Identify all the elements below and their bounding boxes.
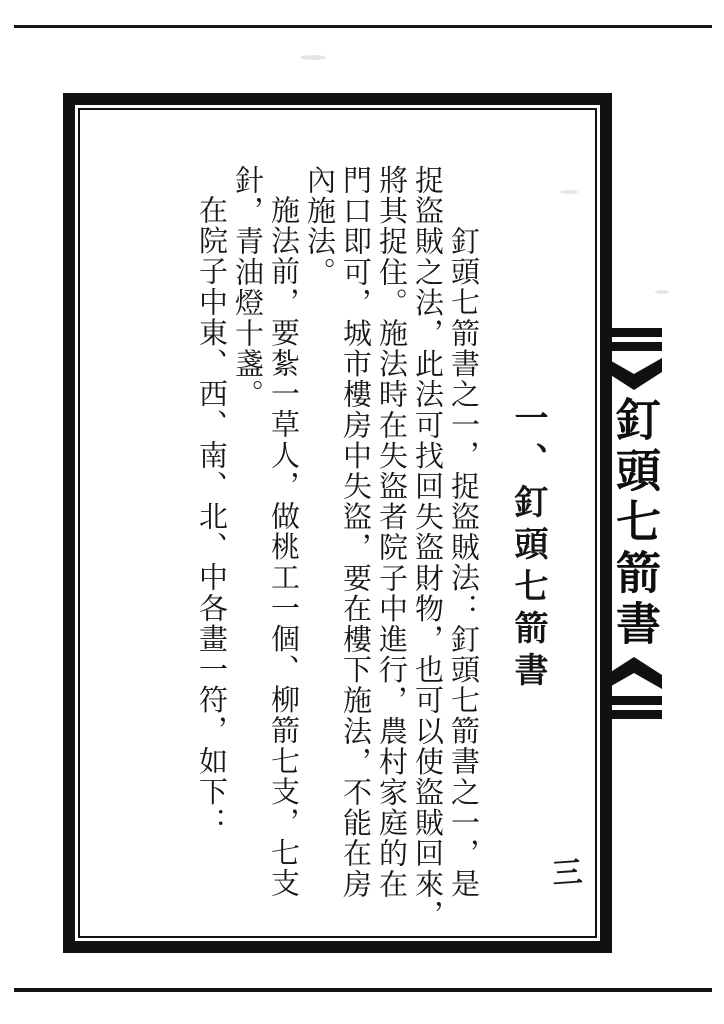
text-column: 將其捉住。施法時在失盜者院子中進行，農村家庭的在 xyxy=(375,165,407,900)
text-column: 捉盜賊之法，此法可找回失盜財物，也可以使盜賊回來， xyxy=(411,165,443,930)
text-column: 施法前，要紮一草人，做桃工一個、柳箭七支，七支 xyxy=(267,195,299,899)
scan-edge-line-bottom xyxy=(14,988,712,992)
scan-edge-line-top xyxy=(14,25,712,28)
text-column: 門口即可，城市樓房中失盜，要在樓下施法，不能在房 xyxy=(339,165,371,900)
double-angle-bracket-bottom-icon xyxy=(606,657,662,719)
text-column: 針，青油燈十盞。 xyxy=(231,165,263,410)
scan-noise xyxy=(655,290,669,294)
main-text-block xyxy=(193,165,545,930)
page-number: 三 xyxy=(551,855,584,891)
margin-title-text: 釘頭七箭書 xyxy=(609,396,659,651)
text-column: 內施法。 xyxy=(303,165,335,288)
scan-noise xyxy=(560,190,578,194)
text-column: 釘頭七箭書之一，捉盜賊法：釘頭七箭書之一，是 xyxy=(447,226,479,900)
double-angle-bracket-top-icon xyxy=(606,328,662,390)
section-heading: 一、釘頭七箭書 xyxy=(509,400,546,694)
scan-noise xyxy=(300,55,326,60)
margin-title xyxy=(605,328,663,719)
text-column: 在院子中東、西、南、北、中各畫一符，如下： xyxy=(195,195,227,838)
